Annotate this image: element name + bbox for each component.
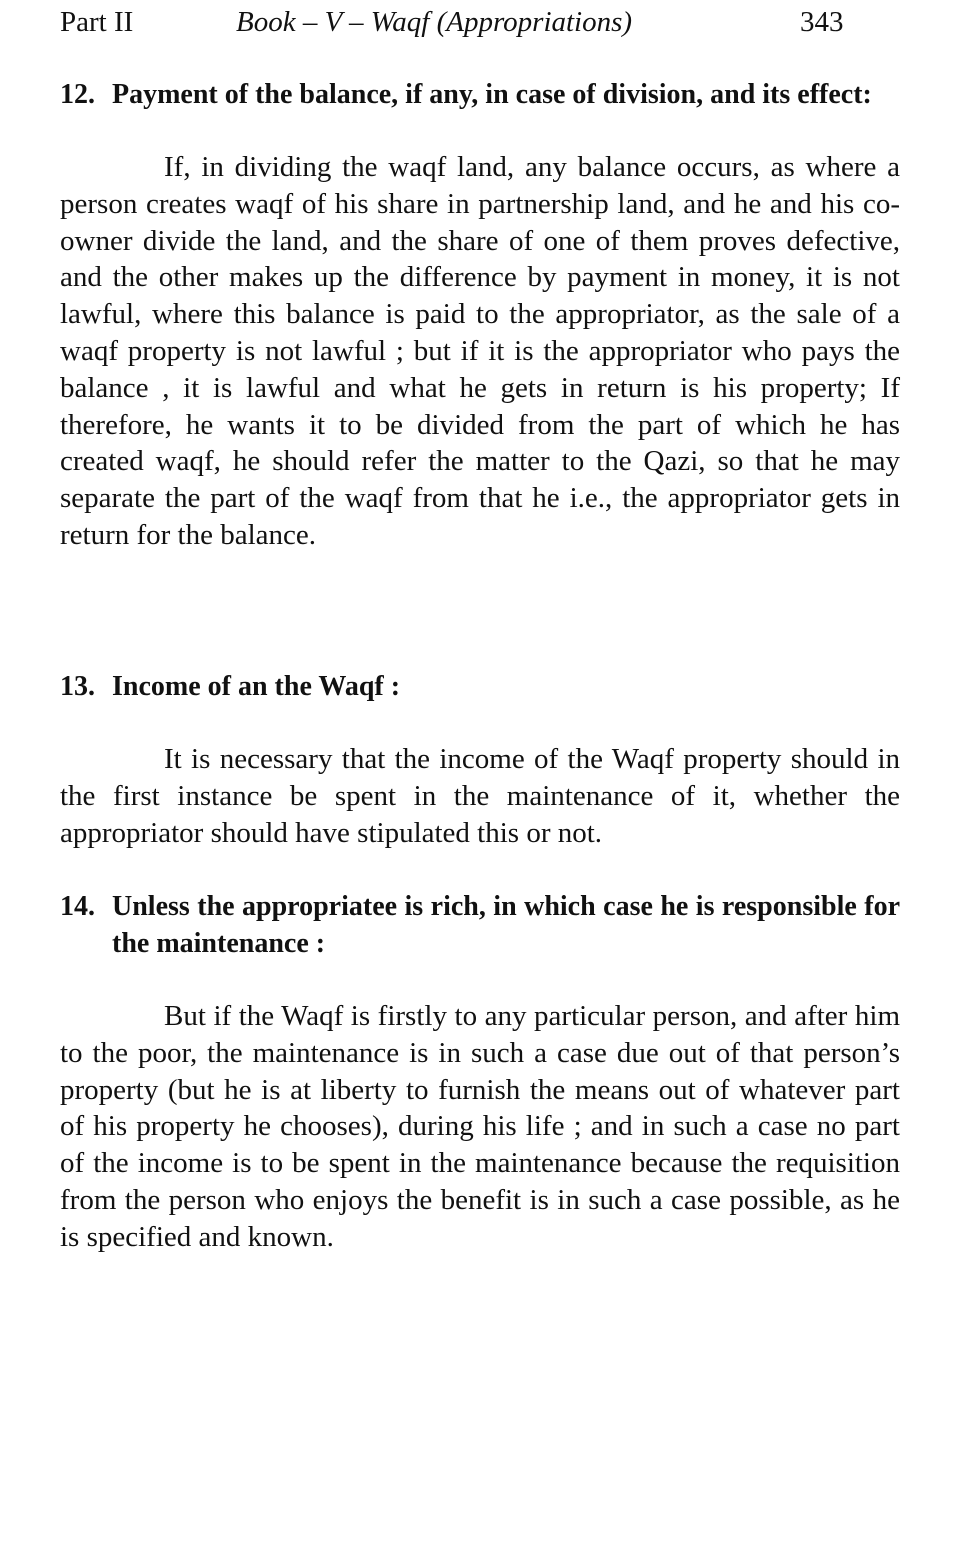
section-heading-text: Unless the appropriatee is rich, in which case he is responsible for the maintenance :	[112, 891, 900, 959]
section-14	[60, 888, 900, 1256]
section-12	[60, 76, 900, 554]
section-heading	[60, 888, 900, 962]
section-heading	[60, 668, 900, 705]
section-13	[60, 668, 900, 851]
section-heading-text: Payment of the balance, if any, in case of division, and its effect:	[112, 79, 872, 110]
section-body: If, in dividing the waqf land, any balance occurs, as where a person creates waqf of his share in partnership land, and he and his co-owner divide the land, and the share of one of them proves defective, and the other makes up the difference by payment in money, it is not lawful, where this balance is paid to the appropriator, as the sale of a waqf property is not lawful ; but if it is the appropriator who pays the balance , it is lawful and what he gets in return is his property; If therefore, he wants it to be divided from the part of which he has created waqf, he should refer the matter to the Qazi, so that he may separate the part of the waqf from that he i.e., the appropriator gets in return for the balance.	[60, 151, 900, 551]
section-number: 12.	[60, 79, 95, 110]
section-body: But if the Waqf is firstly to any particular person, and after him to the poor, the maintenance is in such a case due out of that person’s property (but he is at liberty to furnish the means out of whatever part of his property he chooses), during his life ; and in such a case no part of the income is to be spent in the maintenance because the requisition from the person who enjoys the benefit is in such a case possible, as he is specified and known.	[60, 1000, 900, 1253]
section-heading	[60, 76, 900, 113]
section-number: 13.	[60, 671, 95, 702]
header-book-title: Book – V – Waqf (Appropriations)	[236, 6, 633, 38]
running-header	[60, 4, 900, 40]
section-number: 14.	[60, 891, 95, 922]
page-number: 343	[800, 6, 844, 38]
header-part-label: Part II	[60, 6, 134, 38]
section-heading-text: Income of an the Waqf :	[112, 671, 401, 702]
section-body: It is necessary that the income of the Waqf property should in the first instance be spent in the maintenance of it, whether the appropriator should have stipulated this or not.	[60, 743, 900, 849]
